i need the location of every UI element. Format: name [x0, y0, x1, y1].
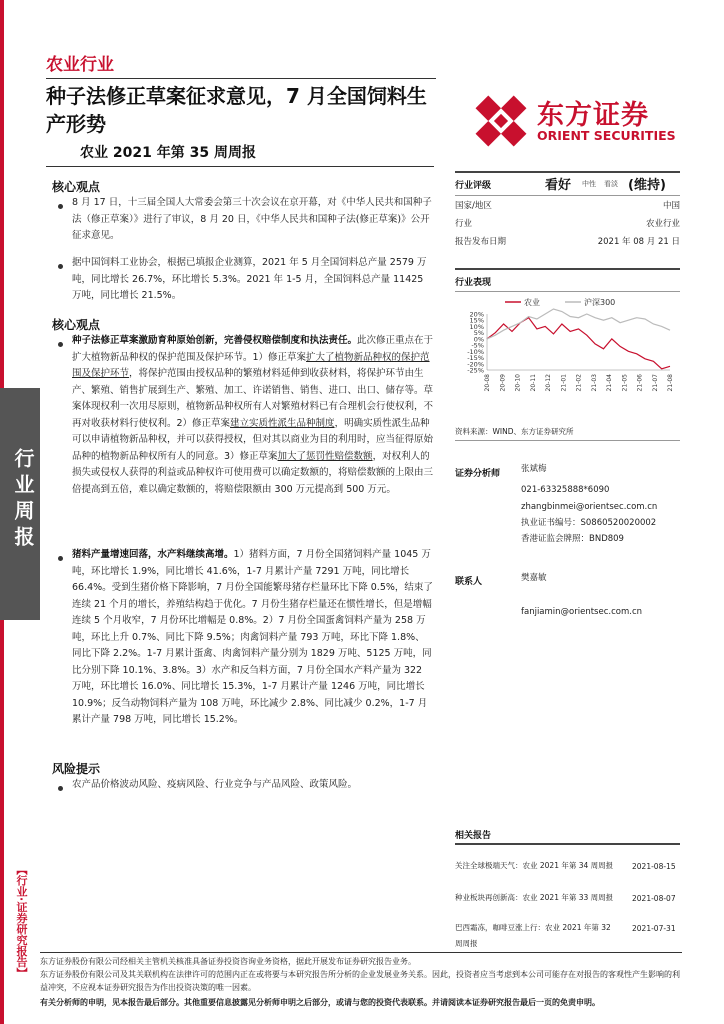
contact-email[interactable]: fanjiamin@orientsec.com.cn [521, 607, 643, 617]
y-tick-label: -15% [467, 354, 484, 363]
paragraph-2-lead: 猪料产量增速回落，水产料继续高增。 [72, 549, 234, 560]
related-report-date: 2021-08-07 [632, 894, 676, 903]
x-tick-label: 21-07 [651, 374, 659, 392]
bullet-dot [58, 342, 63, 347]
footer-line-2: 东方证券股份有限公司及其关联机构在法律许可的范围内正在或将要与本研究报告所分析的企业发展业务关系。因此，投资者应当考虑到本公司可能存在对报告的客观性产生影响的利益冲突，不应视本证券研究报告为作出投资决策的唯一因素。 [40, 970, 680, 992]
rating-divider [455, 195, 680, 196]
paragraph-1-text-c: ，明确实质性派生品种可以申请植物新品种权，并可以获得授权，但对其以商业为目的利用时，应当征得原始品种的植物新品种权所有人的同意。3）修正草案 [72, 417, 434, 462]
report-subtitle: 农业 2021 年第 35 周周报 [80, 145, 256, 161]
y-tick-label: 15% [469, 316, 484, 325]
x-tick-label: 20-12 [545, 374, 552, 392]
rating-key: 行业 [455, 219, 473, 229]
analyst-label: 证券分析师 [455, 469, 501, 479]
orient-logo-icon [470, 90, 532, 152]
x-tick-label: 21-04 [606, 374, 613, 392]
x-tick-label: 20-10 [514, 374, 522, 392]
rating-key: 国家/地区 [455, 201, 492, 211]
rating-bearish: 看淡 [604, 180, 618, 188]
report-title: 种子法修正草案征求意见，7 月全国饲料生产形势 [46, 84, 427, 136]
side-brand-label: 【行业·证券研究报告】 [15, 863, 28, 979]
y-tick-label: 5% [473, 329, 484, 338]
x-tick-label: 21-02 [575, 374, 583, 392]
rating-value: 中国 [662, 201, 680, 211]
rating-value: 农业行业 [645, 219, 680, 229]
y-tick-label: -25% [467, 366, 484, 375]
analyst-hk-license: 香港证监会牌照：BND809 [521, 534, 624, 544]
industry-title: 农业行业 [46, 55, 114, 75]
related-top-rule [455, 843, 680, 845]
rating-value: 2021 年 08 月 21 日 [597, 237, 680, 247]
chart-bottom-rule [455, 440, 680, 441]
title-divider-tick [430, 78, 436, 79]
paragraph-1-text-d: ，对权利人的损失或侵权人获得的利益或品种权许可使用费可以确定数额的，将赔偿数额的上限由三倍提高到五倍，难以确定数额的，将赔偿限额由 300 万元提高到 500 万元。 [72, 450, 434, 495]
chart-source: 资料来源：WIND、东方证券研究所 [455, 427, 574, 436]
chart-top-rule [455, 268, 680, 270]
contact-label: 联系人 [455, 577, 483, 587]
y-tick-label: 20% [469, 310, 484, 319]
bullet-dot [58, 786, 63, 791]
core-view-1-bullet-1: 8 月 17 日，十三届全国人大常委会第三十次会议在京开幕，对《中华人民共和国种子法（修正草案）》进行了审议，8 月 20 日，《中华人民共和国种子法(修正草案)》公开征求意见。 [72, 197, 432, 241]
y-tick-label: -20% [467, 360, 484, 369]
core-view-2-paragraph-1 [72, 333, 434, 498]
y-tick-label: 0% [473, 335, 484, 344]
footer-rule [40, 952, 682, 953]
rating-key: 报告发布日期 [455, 237, 507, 247]
analyst-phone: 021-63325888*6090 [521, 485, 610, 495]
rating-top-rule [455, 171, 680, 173]
related-report-title[interactable]: 巴西霜冻，咖啡豆涨上行：农业 2021 年第 32 周周报 [455, 923, 611, 948]
paragraph-1-underline-2: 建立实质性派生品种制度 [230, 417, 335, 429]
bullet-dot [58, 556, 63, 561]
rating-maintain: (维持) [628, 178, 666, 193]
legend-label: 农业 [524, 298, 540, 307]
core-view-heading-1: 核心观点 [52, 180, 101, 194]
core-view-1-bullet-2: 据中国饲料工业协会，根据已填报企业测算，2021 年 5 月全国饲料总产量 2579 万吨，同比增长 26.7%，环比增长 5.3%。2021 年 1-5 月，全国饲料总产量 11425 万吨，同比增长 21.5%。 [72, 257, 427, 301]
contact-name: 樊嘉敏 [521, 573, 547, 583]
core-view-heading-2: 核心观点 [52, 318, 101, 332]
x-tick-label: 21-08 [667, 374, 674, 392]
risk-text: 农产品价格波动风险、疫病风险、行业竞争与产品风险、政策风险。 [72, 779, 358, 790]
related-report-date: 2021-07-31 [632, 924, 676, 933]
rating-label: 行业评级 [455, 181, 492, 191]
x-tick-label: 21-06 [636, 374, 644, 392]
related-report-date: 2021-08-15 [632, 862, 676, 871]
related-heading: 相关报告 [455, 831, 492, 841]
core-view-2-paragraph-2 [72, 547, 434, 729]
paragraph-1-text-a: 此次修正重点在于扩大植物新品种权的保护范围及保护环节。1）修正草案 [72, 335, 434, 363]
y-tick-label: -5% [471, 341, 484, 350]
x-tick-label: 21-05 [621, 374, 629, 392]
paragraph-1-underline-1: 扩大了植物新品种权的保护范围及保护环节 [72, 351, 430, 379]
risk-heading: 风险提示 [52, 762, 101, 776]
footer-line-3: 有关分析师的申明，见本报告最后部分。其他重要信息披露见分析师申明之后部分，或请与您的投资代表联系。并请阅读本证券研究报告最后一页的免责申明。 [40, 998, 600, 1007]
legend-label: 沪深300 [584, 298, 616, 307]
title-divider [46, 78, 434, 79]
y-tick-label: -10% [467, 347, 484, 356]
chart-title-rule [455, 291, 680, 292]
x-tick-label: 21-01 [560, 374, 568, 392]
paragraph-1-text-b: ，将保护范围由授权品种的繁殖材料延伸到收获材料，将保护环节由生产、繁殖、销售扩展到生产、繁殖、加工、许诺销售、销售、进口、出口、储存等。草案体现权利一次用尽原则，植物新品种权所有人对繁殖材料已有合理机会行使权利，不再对收获材料行使权利。2）修正草案 [72, 368, 434, 429]
x-tick-label: 20-09 [499, 374, 507, 392]
rating-row-date [455, 235, 680, 247]
logo-en-text: ORIENT SECURITIES [537, 128, 676, 143]
rating-neutral: 中性 [582, 180, 596, 188]
analyst-name: 张斌梅 [521, 464, 547, 474]
rating-row-industry [455, 217, 680, 229]
related-report-title[interactable]: 关注全球极端天气：农业 2021 年第 34 周周报 [455, 861, 614, 870]
related-report-title[interactable]: 种业板块再创新高：农业 2021 年第 33 周周报 [455, 893, 614, 902]
analyst-email[interactable]: zhangbinmei@orientsec.com.cn [521, 502, 658, 512]
x-tick-label: 21-03 [590, 374, 598, 392]
analyst-cert: 执业证书编号：S0860520020002 [521, 518, 657, 528]
industry-performance-chart [455, 294, 680, 412]
bullet-dot [58, 264, 63, 269]
x-tick-label: 20-11 [529, 374, 537, 392]
paragraph-1-lead: 种子法修正草案激励育种原始创新，完善侵权赔偿制度和执法责任。 [72, 335, 358, 346]
footer-line-1: 东方证券股份有限公司经相关主管机关核准具备证券投资咨询业务资格，据此开展发布证券研究报告业务。 [40, 957, 416, 966]
paragraph-1-underline-3: 加大了惩罚性赔偿数额 [277, 450, 373, 462]
rating-row-country [455, 199, 680, 211]
bullet-dot [58, 204, 63, 209]
side-category-label: 行业周报 [11, 448, 35, 552]
rating-current: 看好 [545, 178, 572, 193]
x-tick-label: 20-08 [484, 374, 491, 392]
logo-cn-text: 东方证券 [537, 100, 649, 131]
subtitle-divider [46, 166, 434, 167]
y-tick-label: 10% [469, 322, 484, 331]
chart-title: 行业表现 [455, 278, 492, 288]
series-line [487, 309, 670, 339]
paragraph-2-text: 1）猪料方面，7 月份全国猪饲料产量 1045 万吨，环比增长 1.9%，同比增长 41.6%，1-7 月累计产量 7291 万吨，同比增长 66.4%。受到生猪价格下降影响，7 月份全国能繁母猪存栏量环比下降 0.5%，结束了连续 21 个月的增长，养殖结构趋于优化。7 月份生猪存栏量还在惯性增长，但是增幅连续 5 个月收窄，7 月份环比增幅是 0.8%。2）7 月份全国蛋禽饲料产量为 258 万吨，环比上升 0.7%、同比下降 9.5%；肉禽饲料产量 793 万吨，环比下降 1.8%、同比下降 2.2%。1-7 月累计蛋禽、肉禽饲料产量分别为 1829 万吨、5125 万吨，同比分别下降 10.1%、3.8%。3）水产和反刍料方面，7 月份全国水产料产量为 322 万吨，环比增长 16.0%、同比增长 15.3%，1-7 月累计产量 1246 万吨，同比增长 10.9%；反刍动物饲料产量为 108 万吨，环比减少 2.8%、同比减少 0.2%，1-7 月累计产量 798 万吨，同比增长 15.2%。 [72, 549, 433, 725]
